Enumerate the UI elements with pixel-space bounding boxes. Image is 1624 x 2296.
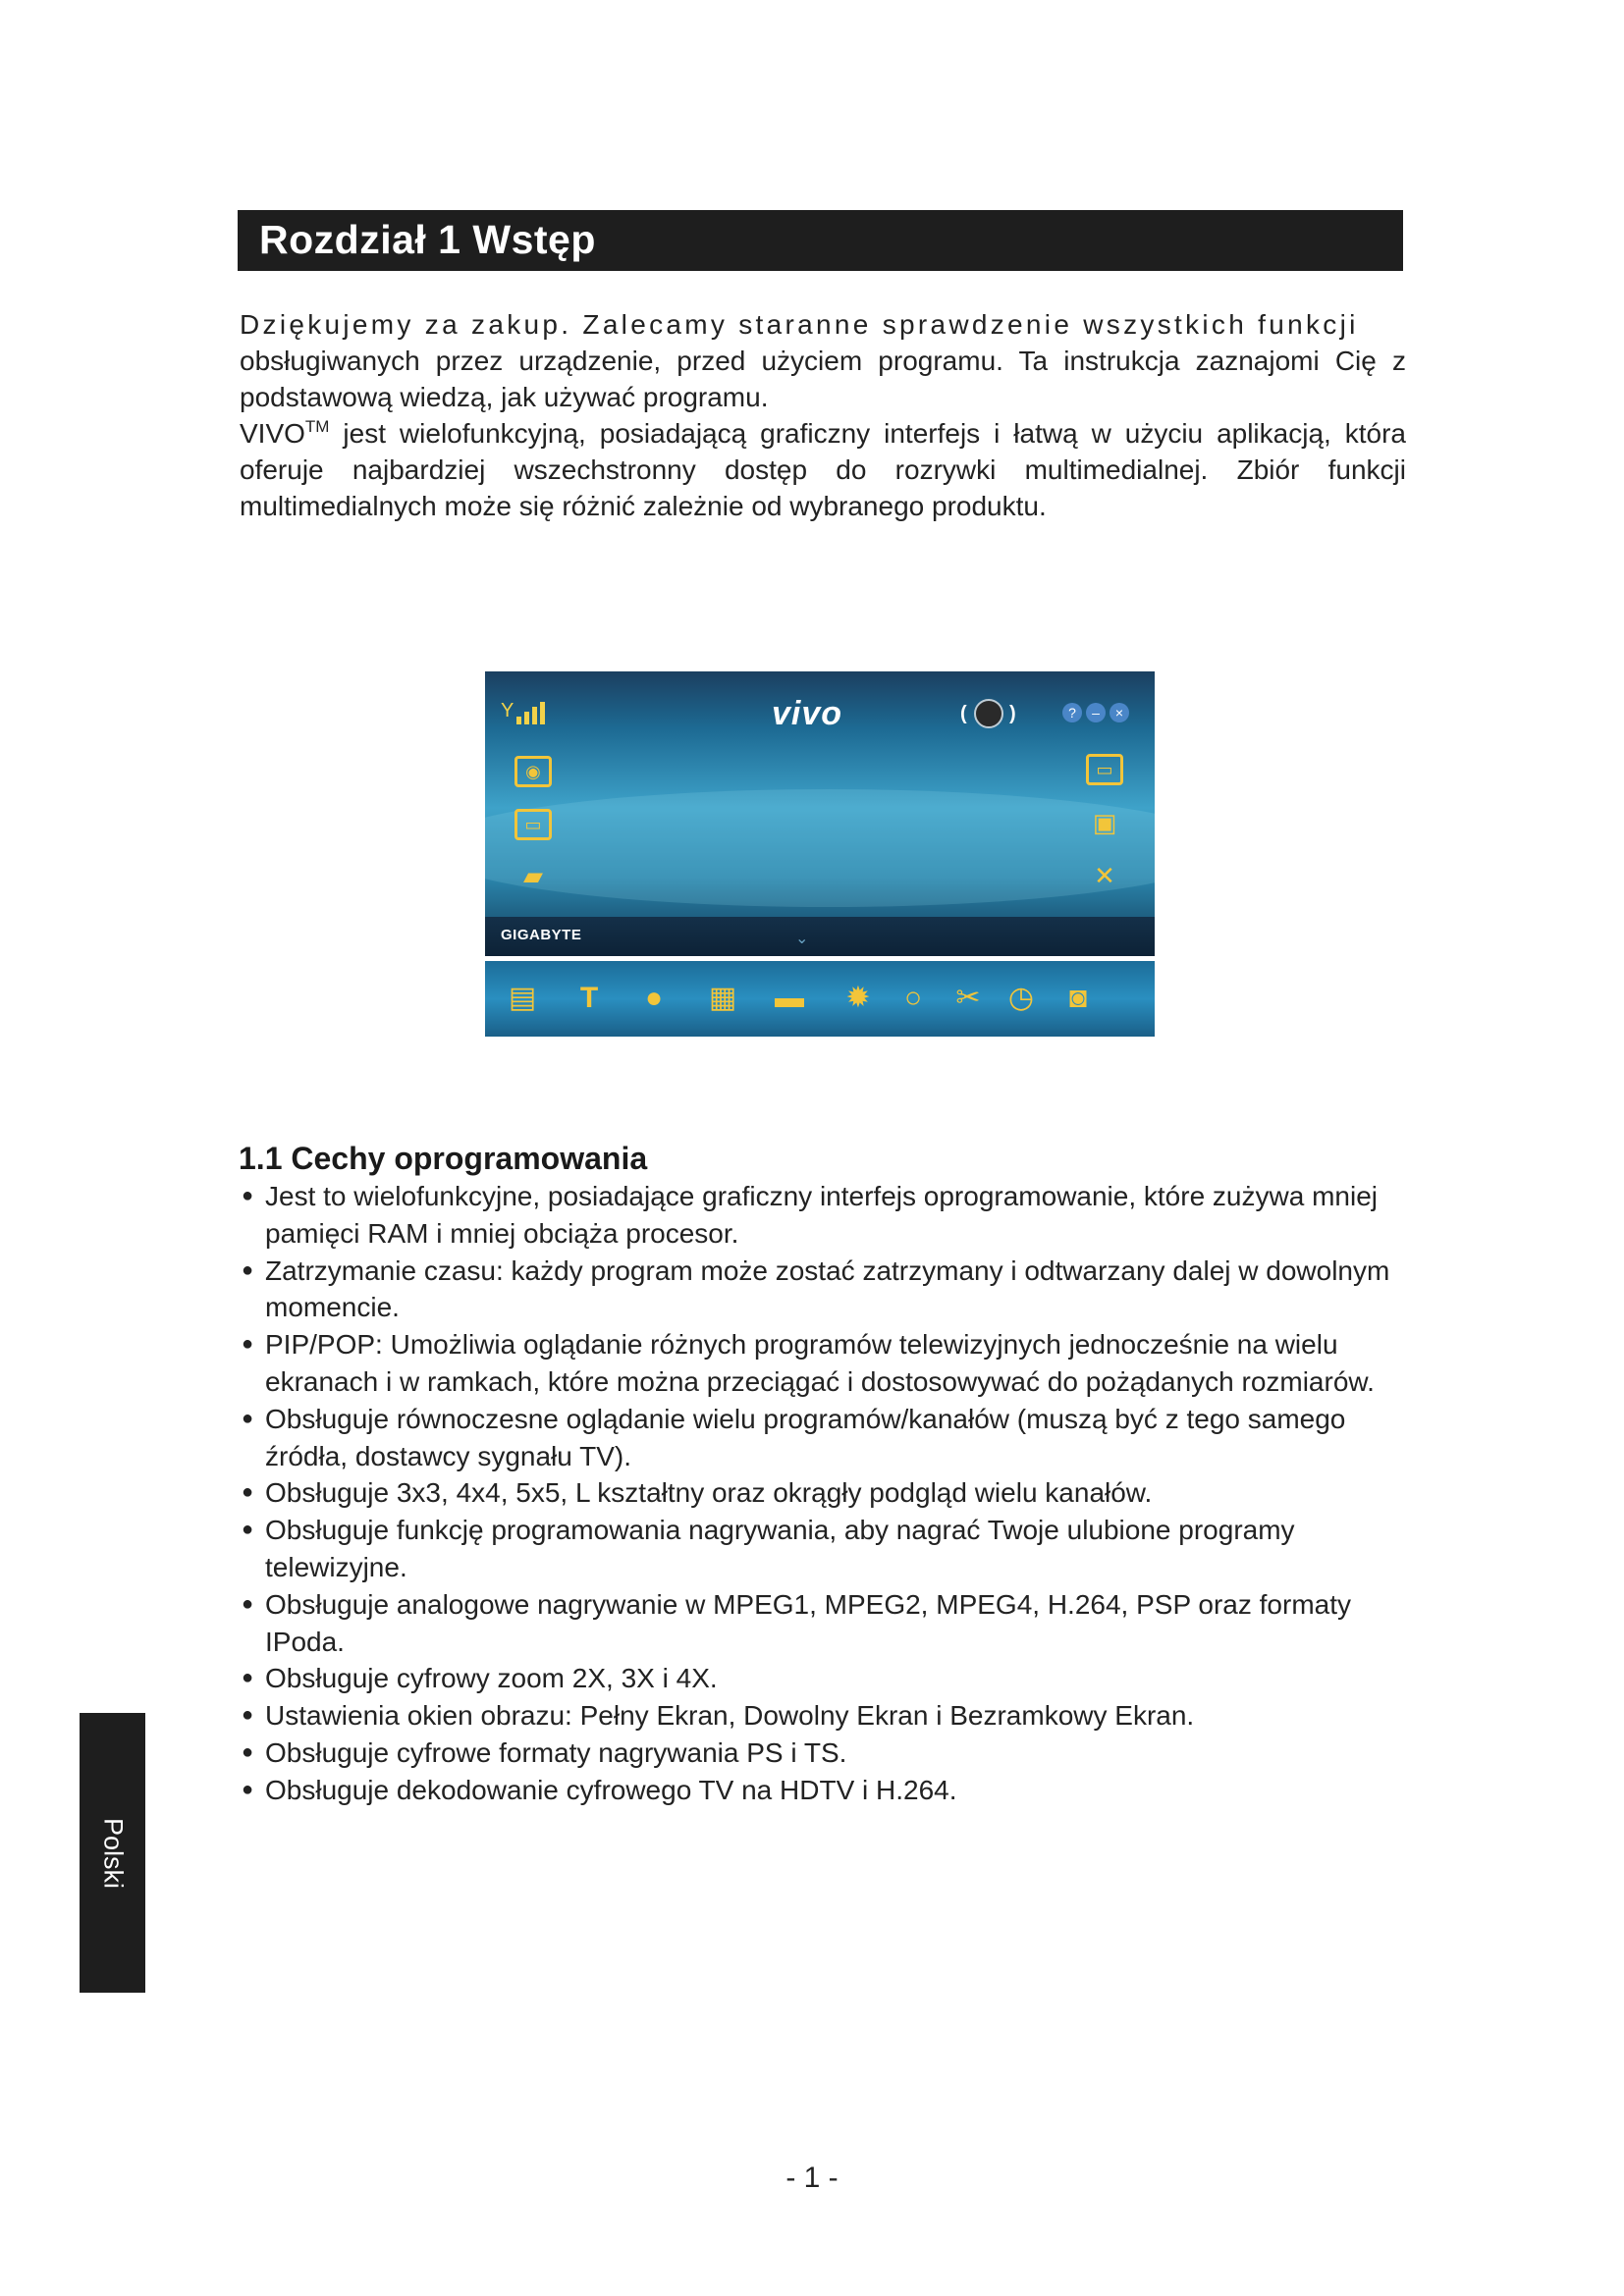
- tools-icon[interactable]: ✕: [1094, 861, 1115, 890]
- signal-strength-icon: Y: [501, 701, 544, 724]
- ring-icon[interactable]: ○: [903, 982, 923, 1014]
- calendar-icon[interactable]: ▤: [508, 982, 537, 1014]
- scissors-icon[interactable]: ✂: [955, 982, 981, 1014]
- list-item: ● Zatrzymanie czasu: każdy program może zostać zatrzymany i odtwarzany dalej w dowolnym momencie.: [242, 1255, 1390, 1323]
- list-item: ● Obsługuje cyfrowe formaty nagrywania PS i TS.: [242, 1736, 847, 1768]
- gigabyte-brand: GIGABYTE: [501, 927, 582, 943]
- list-item: ● Obsługuje 3x3, 4x4, 5x5, L kształtny oraz okrągły podgląd wielu kanałów.: [242, 1477, 1153, 1509]
- chat-icon[interactable]: ●: [644, 982, 664, 1014]
- tv-screen-icon[interactable]: ▭: [514, 809, 552, 840]
- vivo-logo: vivo: [772, 695, 843, 732]
- chapter-header: [238, 210, 1403, 271]
- film-icon[interactable]: ▦: [708, 982, 737, 1014]
- snapshot-icon[interactable]: ◙: [1068, 982, 1088, 1014]
- list-item: ● Obsługuje analogowe nagrywanie w MPEG1, MPEG2, MPEG4, H.264, PSP oraz formaty IPoda.: [242, 1588, 1351, 1657]
- clock-icon[interactable]: ◷: [1007, 982, 1035, 1014]
- list-item: ● PIP/POP: Umożliwia oglądanie różnych programów telewizyjnych jednocześnie na wielu ekranach i w ramkach, które można przeciągać i dostosowywać do pożądanych rozmiarów.: [242, 1329, 1375, 1397]
- list-item: ● Ustawienia okien obrazu: Pełny Ekran, Dowolny Ekran i Bezramkowy Ekran.: [242, 1700, 1195, 1732]
- trademark-mark: TM: [304, 417, 330, 436]
- minimize-icon[interactable]: –: [1086, 703, 1106, 722]
- chapter-title: Rozdział 1 Wstęp: [259, 217, 596, 262]
- vivo-toolbar: [485, 961, 1155, 1037]
- video-camera-icon[interactable]: ▰: [523, 861, 543, 890]
- intro-line-1: Dziękujemy za zakup. Zalecamy staranne sprawdzenie wszystkich funkcji: [240, 309, 1359, 340]
- feature-list: [240, 1178, 1418, 1809]
- list-item: ● Jest to wielofunkcyjne, posiadające graficzny interfejs oprogramowanie, które zużywa mniej pamięci RAM i mniej obciąża procesor.: [242, 1181, 1378, 1249]
- teletext-icon[interactable]: T: [579, 982, 599, 1014]
- speaker-icon[interactable]: ( ): [958, 697, 1019, 730]
- list-item: ● Obsługuje funkcję programowania nagrywania, aby nagrać Twoje ulubione programy telewizyjne.: [242, 1515, 1295, 1582]
- monitor-icon[interactable]: ▬: [775, 982, 804, 1014]
- folder-icon[interactable]: ▣: [1092, 808, 1117, 837]
- help-icon[interactable]: ?: [1062, 703, 1082, 722]
- close-icon[interactable]: ×: [1110, 703, 1129, 722]
- list-item: ● Obsługuje równoczesne oglądanie wielu programów/kanałów (muszą być z tego samego źródła, dostawcy sygnału TV).: [242, 1403, 1346, 1471]
- settings-icon[interactable]: ✹: [845, 982, 871, 1014]
- page-number: - 1 -: [785, 2162, 839, 2194]
- chevron-down-icon[interactable]: ⌄: [795, 931, 809, 947]
- intro-paragraph-1: obsługiwanych przez urządzenie, przed użyciem programu. Ta instrukcja zaznajomi Cię z podstawową wiedzą, jak używać programu.: [240, 346, 1406, 412]
- list-item: ● Obsługuje cyfrowy zoom 2X, 3X i 4X.: [242, 1663, 718, 1694]
- language-label: Polski: [98, 1817, 128, 1889]
- camera-icon[interactable]: ◉: [514, 756, 552, 787]
- vivo-brand: VIVO: [240, 418, 305, 449]
- vivo-ui-screenshot: [485, 671, 1155, 1037]
- section-title: 1.1 Cechy oprogramowania: [239, 1141, 648, 1176]
- intro-text: [240, 306, 1406, 524]
- intro-paragraph-2: [240, 415, 1406, 524]
- vivo-main-panel: [485, 671, 1155, 956]
- list-item: ● Obsługuje dekodowanie cyfrowego TV na HDTV i H.264.: [242, 1774, 957, 1805]
- background-swoosh: [485, 789, 1155, 907]
- language-tab: [80, 1713, 145, 1993]
- intro-paragraph-2-text: jest wielofunkcyjną, posiadającą graficzny interfejs i łatwą w użyciu aplikacją, która oferuje najbardziej wszechstronny dostęp do rozrywki multimedialnej. Zbiór funkcji multimedialnych może się różnić zależnie od wybranego produktu.: [240, 418, 1406, 521]
- brand-strip: [485, 917, 1155, 956]
- tv-icon[interactable]: ▭: [1086, 754, 1123, 785]
